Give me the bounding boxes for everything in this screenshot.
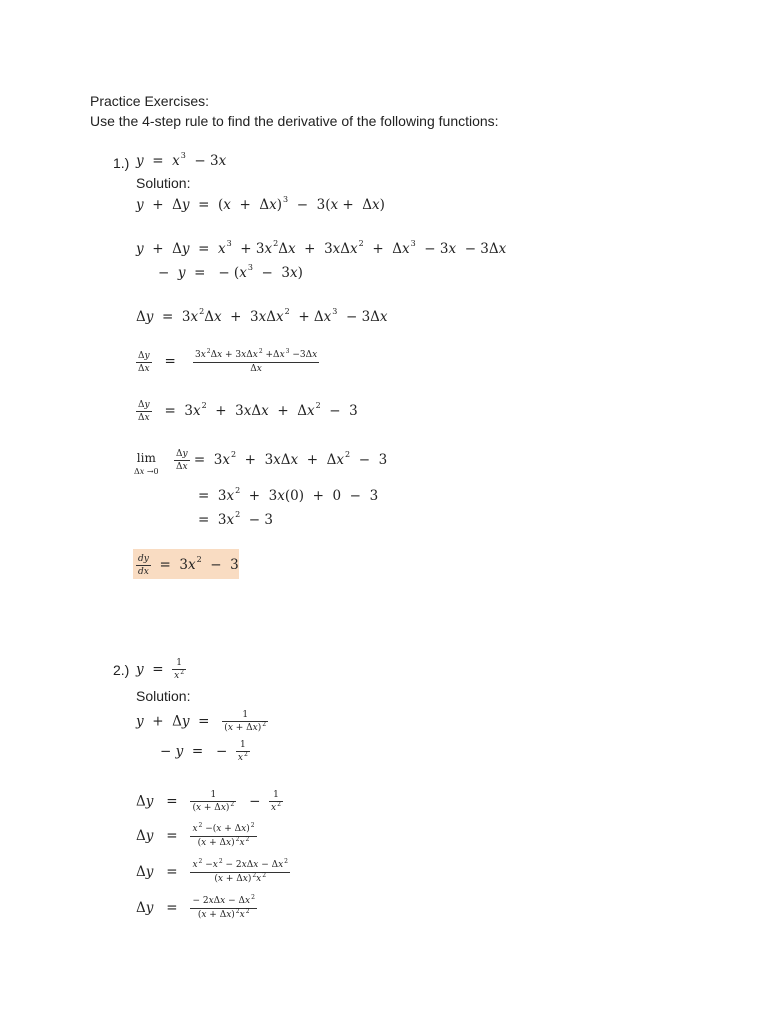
p2-step-4: Δy = $\frac{x^2 -x^2 - 2x\Delta x - \Delta x^2}{(x + \Delta x)^2x^2}$ [136,858,288,884]
problem-2-number: 2.) [113,662,130,678]
p1-step-5: $\frac{\Delta y}{\Delta x}$ = $3x^2 + 3x\Delta x + \Delta x^2 - 3$ [138,400,358,423]
instruction-text: Use the 4-step rule to find the derivative of the following functions: [90,113,499,129]
p2-step-2: Δy = $\frac{1}{(x + \Delta x)^2}$ − $\frac{1}{x^2}$ [136,790,281,813]
p1-step-4: $\frac{\Delta y}{\Delta x}$ = $\frac{3x^2\Delta x + 3x\Delta x^2 +\Delta x^3 -3\Delta x}{\Delta x}$ [138,348,318,374]
p1-step-3: $\Delta y = 3x^2\Delta x + 3x\Delta x^2 + \Delta x^3 - 3\Delta x$ [136,307,388,325]
p1-step-6c: = $3x^2 - 3$ [198,510,273,528]
p1-step-2: $y + \Delta y = x^3 + 3x^2\Delta x + 3x\Delta x^2 + \Delta x^3 - 3x - 3\Delta x$ [136,239,507,257]
p1-step-6: $\frac{\Delta y}{\Delta x}$ = $3x^2 + 3x\Delta x + \Delta x^2 - 3$ [176,449,388,472]
p1-answer: $\frac{dy}{dx}$ = $3x^2 - 3$ [138,554,239,577]
p1-step-6b: = $3x^2 + 3x(0) + 0 - 3$ [198,486,379,504]
problem-2-function: y = $\frac{1}{x^2}$ [136,658,185,681]
problem-1-function: $y = x^3 - 3x$ [136,151,227,169]
p2-step-1: y + Δy = $\frac{1}{(x + \Delta x)^2}$ [136,710,267,733]
p1-step-1: $y + \Delta y = (x + \Delta x)^3 - 3(x + \Delta x)$ [136,195,385,213]
p2-step-1b: − y = − $\frac{1}{x^2}$ [160,740,248,763]
limit-operator: lim Δx →0 [134,451,159,476]
problem-2-solution-label: Solution: [136,688,191,704]
p2-step-3: Δy = $\frac{x^2 -(x + \Delta x)^2}{(x + \Delta x)^2x^2}$ [136,822,255,848]
p1-step-2b: − y = − $(x^3 - 3x)$ [158,263,303,281]
problem-1-solution-label: Solution: [136,175,191,191]
problem-1-number: 1.) [113,155,130,171]
p2-step-5: Δy = $\frac{- 2x\Delta x - \Delta x^2}{(x + \Delta x)^2x^2}$ [136,894,255,920]
page-title: Practice Exercises: [90,93,210,109]
